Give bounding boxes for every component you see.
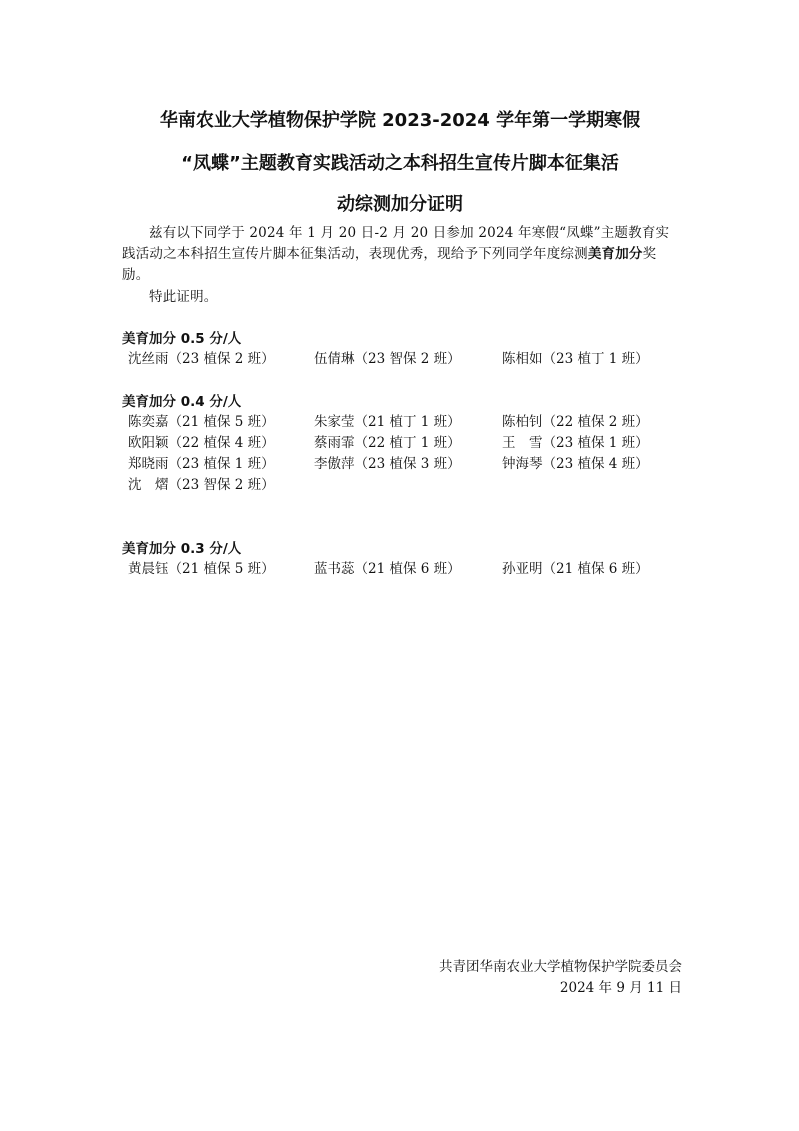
- title-line-1: 华南农业大学植物保护学院 2023-2024 学年第一学期寒假: [159, 110, 641, 131]
- student-entry: 蓝书蕊（21 植保 6 班）: [314, 561, 461, 577]
- issue-date: 2024 年 9 月 11 日: [559, 980, 682, 996]
- section-heading-0-3: 美育加分 0.3 分/人: [122, 541, 242, 557]
- student-row: [122, 433, 682, 454]
- intro-text-1: 兹有以下同学于 2024 年 1 月 20 日-2 月 20 日参加 2024 年寒假“凤蝶”主题教育实践活动之本科招生宣传片脚本征集活动，表现优秀，现给予下列同学年度综测: [122, 225, 670, 262]
- student-entry: 欧阳颖（22 植保 4 班）: [128, 435, 275, 451]
- student-entry: 陈柏钊（22 植保 2 班）: [502, 414, 649, 430]
- student-row: [122, 559, 682, 580]
- student-entry: 沈丝雨（23 植保 2 班）: [128, 351, 275, 367]
- student-row: [122, 454, 682, 475]
- student-entry: 李傲萍（23 植保 3 班）: [314, 456, 461, 472]
- student-entry: 朱家莹（21 植丁 1 班）: [314, 414, 461, 430]
- title-line-2: “凤蝶”主题教育实践活动之本科招生宣传片脚本征集活: [181, 153, 619, 174]
- student-row: [122, 475, 682, 496]
- issuing-organization: 共青团华南农业大学植物保护学院委员会: [439, 959, 682, 975]
- section-heading-0-5: 美育加分 0.5 分/人: [122, 331, 242, 347]
- student-entry: 沈 熠（23 智保 2 班）: [128, 477, 275, 493]
- intro-text-bold: 美育加分: [587, 246, 643, 262]
- student-entry: 陈奕嘉（21 植保 5 班）: [128, 414, 275, 430]
- student-row: [122, 349, 682, 370]
- section-heading-0-4: 美育加分 0.4 分/人: [122, 394, 242, 410]
- student-entry: 郑晓雨（23 植保 1 班）: [128, 456, 275, 472]
- student-entry: 陈相如（23 植丁 1 班）: [502, 351, 649, 367]
- student-entry: 蔡雨霏（22 植丁 1 班）: [314, 435, 461, 451]
- student-row: [122, 412, 682, 433]
- student-entry: 钟海琴（23 植保 4 班）: [502, 456, 649, 472]
- intro-paragraph: [122, 223, 682, 286]
- student-entry: 孙亚明（21 植保 6 班）: [502, 561, 649, 577]
- student-entry: 黄晨钰（21 植保 5 班）: [128, 561, 275, 577]
- student-entry: 王 雪（23 植保 1 班）: [502, 435, 649, 451]
- intro-text-2: 奖励。: [122, 246, 657, 283]
- title-line-3: 动综测加分证明: [337, 194, 463, 215]
- closing-sentence: 特此证明。: [149, 289, 218, 305]
- student-entry: 伍倩琳（23 智保 2 班）: [314, 351, 461, 367]
